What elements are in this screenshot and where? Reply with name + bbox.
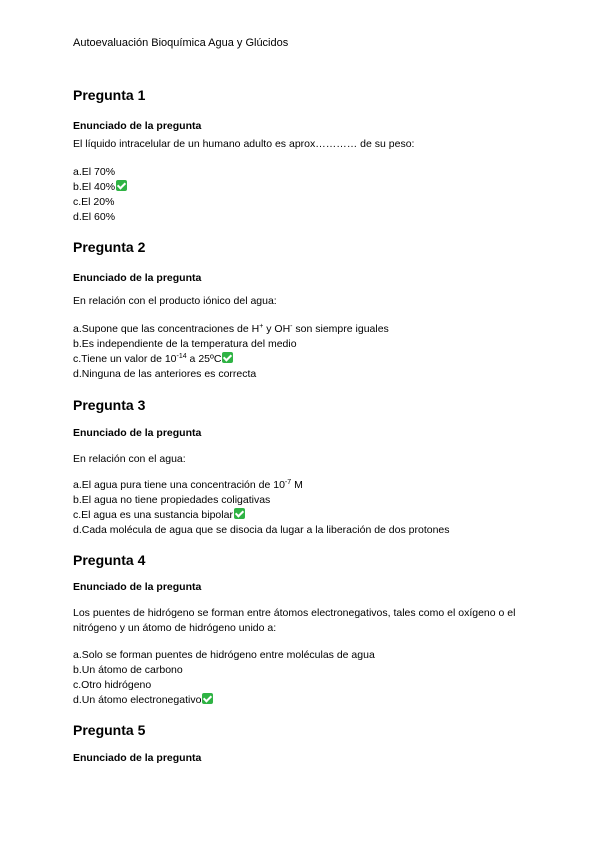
check-mark-icon	[222, 352, 233, 363]
answer-option: b.El agua no tiene propiedades coligativas	[73, 494, 271, 506]
check-mark-icon	[116, 180, 127, 191]
answer-options	[73, 165, 127, 225]
question-stem: En relación con el agua:	[73, 453, 186, 465]
question-heading: Pregunta 4	[73, 552, 146, 568]
enunciado-label: Enunciado de la pregunta	[73, 120, 202, 132]
answer-option: d.Ninguna de las anteriores es correcta	[73, 368, 257, 380]
answer-option: d.Cada molécula de agua que se disocia da lugar a la liberación de dos protones	[73, 524, 450, 536]
document-title: Autoevaluación Bioquímica Agua y Glúcidos	[73, 37, 289, 49]
answer-option: d.Un átomo electronegativo	[73, 693, 375, 708]
enunciado-label: Enunciado de la pregunta	[73, 581, 202, 593]
enunciado-label: Enunciado de la pregunta	[73, 752, 202, 764]
answer-option: a.Supone que las concentraciones de H+ y OH- son siempre iguales	[73, 323, 389, 335]
answer-options	[73, 478, 450, 538]
question-heading: Pregunta 1	[73, 87, 146, 103]
answer-option: a.El agua pura tiene una concentración de $10^{-7}$ M	[73, 479, 303, 491]
answer-option: c.El 20%	[73, 196, 115, 208]
answer-option: a.El 70%	[73, 166, 116, 178]
question-stem: Los puentes de hidrógeno se forman entre átomos electronegativos, tales como el oxígeno o el nitrógeno y un átomo de hidrógeno unido a:	[73, 607, 516, 634]
question-heading: Pregunta 2	[73, 239, 146, 255]
enunciado-label: Enunciado de la pregunta	[73, 272, 202, 284]
answer-option: b.Un átomo de carbono	[73, 664, 183, 676]
answer-option: d.El 60%	[73, 211, 116, 223]
answer-option: c.El agua es una sustancia bipolar	[73, 508, 450, 523]
question-heading: Pregunta 5	[73, 722, 146, 738]
answer-option: c.Tiene un valor de $10^{-14}$ a 25ºC	[73, 352, 389, 367]
answer-option: c.Otro hidrógeno	[73, 679, 152, 691]
check-mark-icon	[202, 693, 213, 704]
question-heading: Pregunta 3	[73, 397, 146, 413]
enunciado-label: Enunciado de la pregunta	[73, 427, 202, 439]
answer-option: b.Es independiente de la temperatura del medio	[73, 338, 297, 350]
answer-options	[73, 322, 389, 382]
question-stem: En relación con el producto iónico del agua:	[73, 295, 277, 307]
question-stem: El líquido intracelular de un humano adulto es aprox………… de su peso:	[73, 138, 415, 150]
answer-option: b.El 40%	[73, 180, 127, 195]
answer-options	[73, 648, 375, 708]
answer-option: a.Solo se forman puentes de hidrógeno entre moléculas de agua	[73, 649, 375, 661]
check-mark-icon	[234, 508, 245, 519]
